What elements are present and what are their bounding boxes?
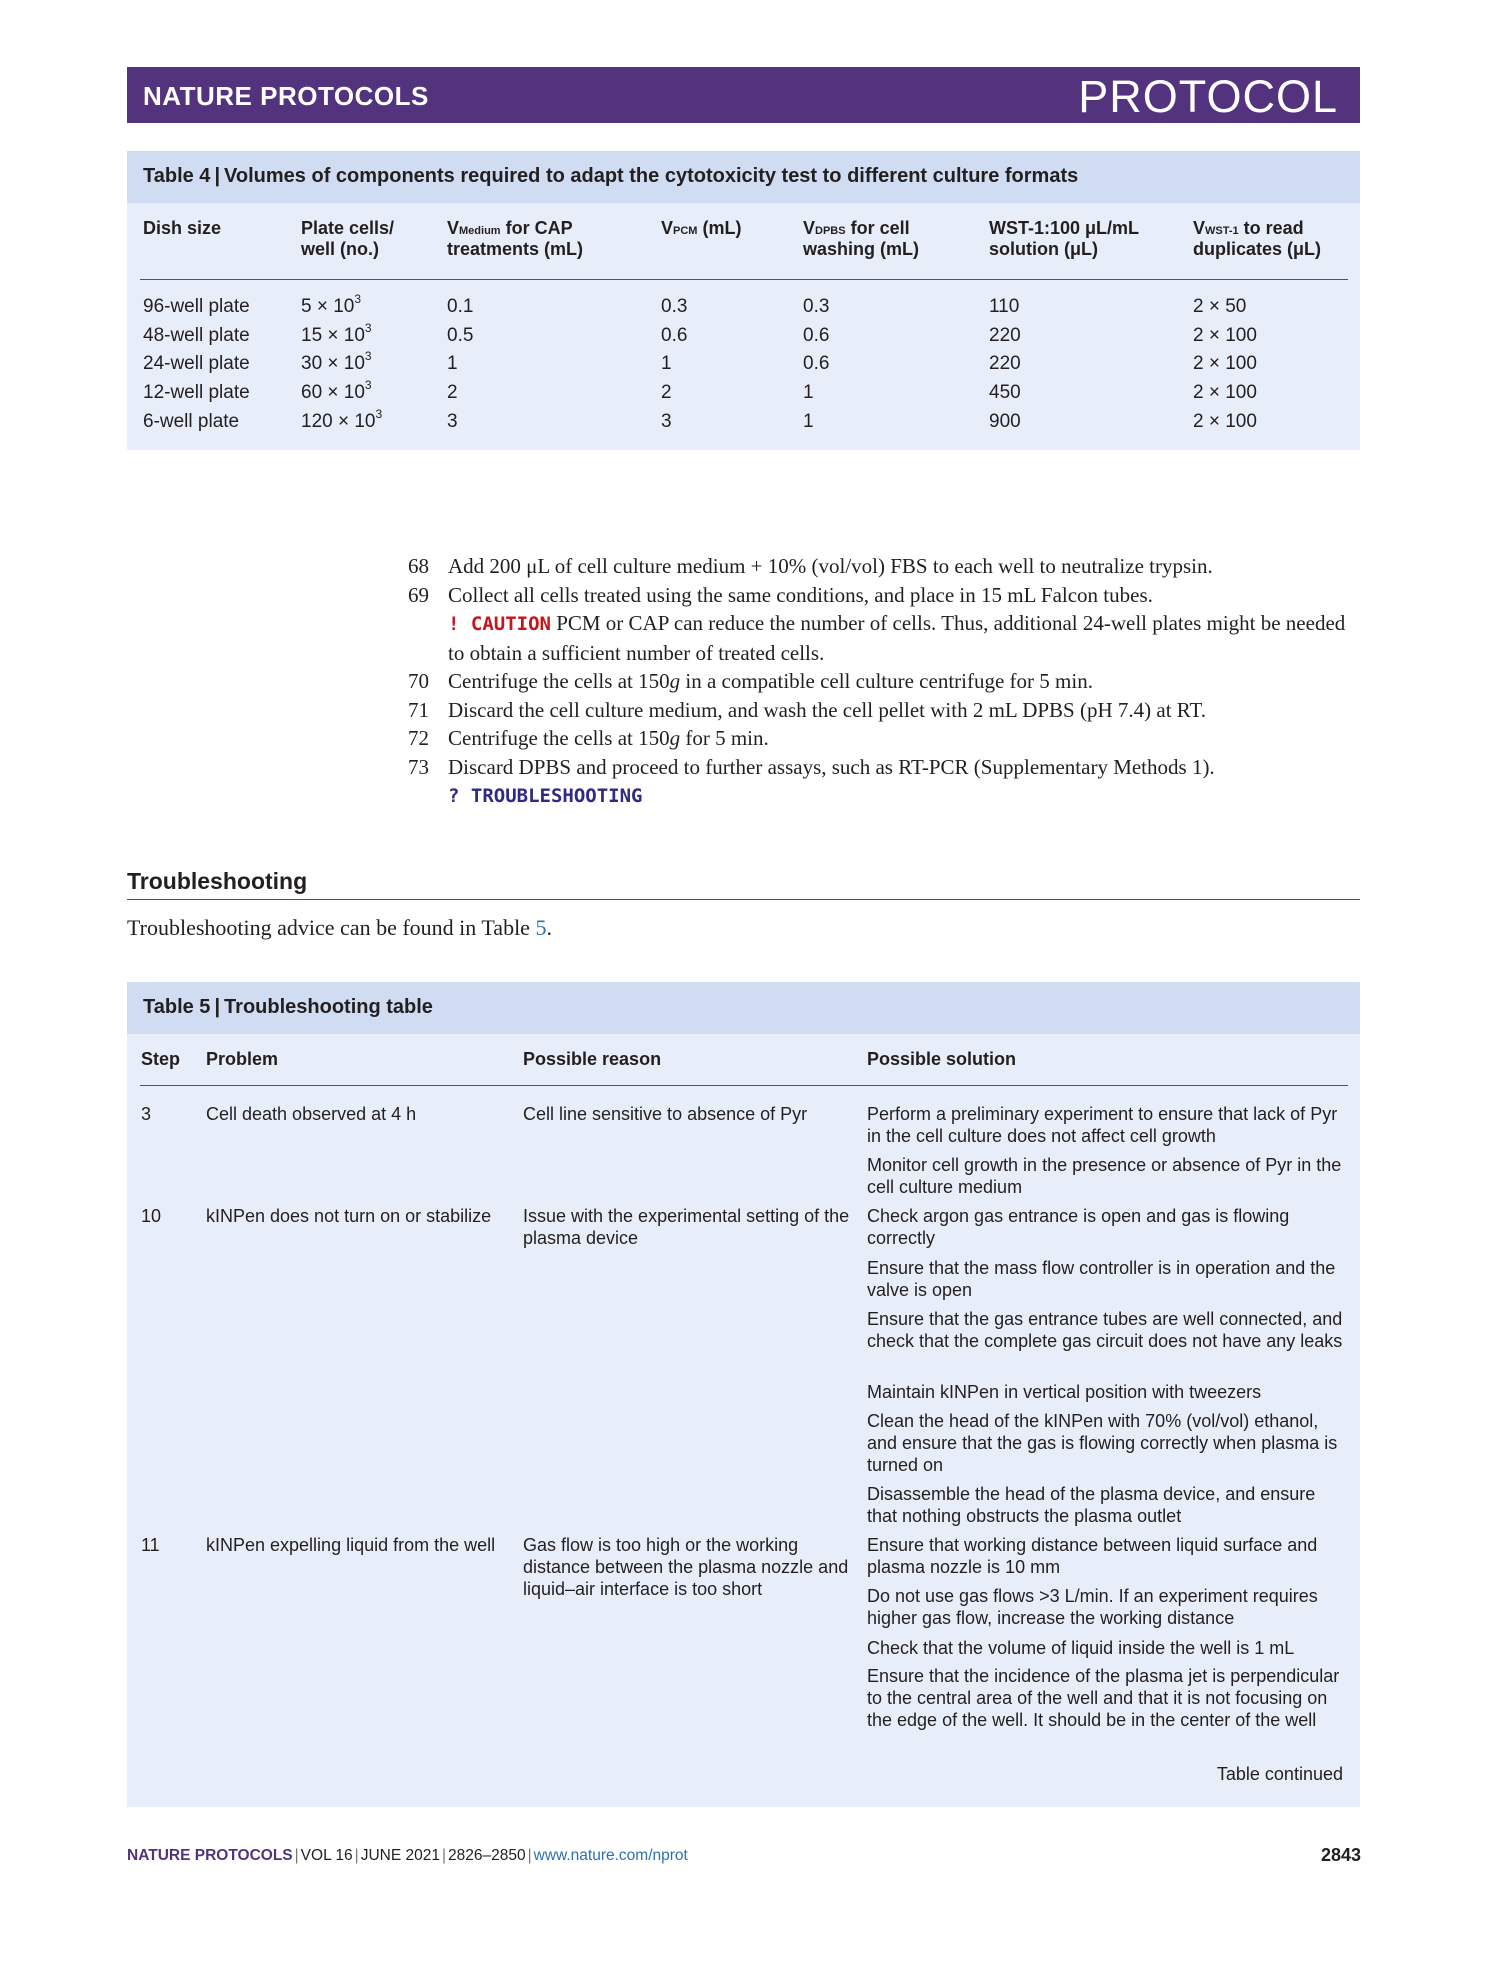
article-type: PROTOCOL — [1078, 71, 1338, 122]
t4-col-dish: Dish size — [143, 218, 222, 238]
t5-col-reason: Possible reason — [523, 1049, 662, 1069]
section-title: Troubleshooting — [127, 868, 308, 894]
step-69: 69 Collect all cells treated using the same conditions, and place in 15 mL Falcon tubes. ! CAUTION PCM or CAP can reduce the number of cells. Thus, additional 24-well plates might be needed to obtain a sufficient number of treated cells. — [408, 582, 1346, 665]
section-text: Troubleshooting advice can be found in Table 5. — [127, 915, 552, 940]
page-number: 2843 — [1320, 1845, 1361, 1865]
t4-col-vdpbs: $V_{DPBS}$ for cell washing (mL) — [803, 218, 919, 259]
table-continued: Table continued — [1216, 1764, 1343, 1784]
step-71: 71 Discard the cell culture medium, and wash the cell pellet with 2 mL DPBS (pH 7.4) at RT. — [408, 697, 1207, 722]
journal-name: NATURE PROTOCOLS — [143, 81, 429, 111]
table-5-link[interactable]: 5 — [535, 915, 547, 940]
t4-col-plate-cells: Plate cells/ well (no.) — [301, 218, 395, 259]
step-72: 72 Centrifuge the cells at 150g for 5 min. — [408, 726, 769, 750]
t5-col-problem: Problem — [206, 1049, 279, 1069]
table-4-title: Table 4 | Volumes of components required to adapt the cytotoxicity test to different culture formats — [127, 151, 1360, 203]
caution-label: ! CAUTION — [448, 613, 551, 635]
table-5-title: Table 5 | Troubleshooting table — [127, 982, 1360, 1034]
t4-col-vmedium: $V_{Medium}$ for CAP treatments (mL) — [447, 218, 584, 259]
step-68: 68 Add 200 μL of cell culture medium + 10% (vol/vol) FBS to each well to neutralize trypsin. — [408, 554, 1213, 578]
t4-header-rule — [140, 279, 1348, 280]
table-5-label: Table 5 — [143, 996, 211, 1018]
journal-url-link[interactable]: www.nature.com/nprot — [533, 1847, 688, 1864]
t5-header-rule — [140, 1085, 1348, 1086]
step-73: 73 Discard DPBS and proceed to further assays, such as RT-PCR (Supplementary Methods 1). ? TROUBLESHOOTING — [408, 754, 1215, 807]
table-4-label: Table 4 — [143, 165, 211, 187]
t5-col-step: Step — [141, 1049, 181, 1069]
protocol-steps — [403, 552, 1363, 811]
t4-col-wst: WST-1:100 μL/mL solution (μL) — [989, 218, 1140, 259]
step-70: 70 Centrifuge the cells at 150g in a compatible cell culture centrifuge for 5 min. — [408, 669, 1093, 693]
troubleshooting-link[interactable]: ? TROUBLESHOOTING — [448, 785, 643, 807]
table-5-caption: Troubleshooting table — [224, 996, 433, 1018]
journal-header — [127, 67, 1360, 123]
t4-col-vpcm: $V_{PCM}$ (mL) — [661, 218, 742, 238]
caution-text: PCM or CAP can reduce the number of cells. Thus, additional 24-well plates might be needed to obtain a sufficient number of treated cells. — [448, 611, 1346, 665]
t5-col-solution: Possible solution — [867, 1049, 1017, 1069]
footer-citation: NATURE PROTOCOLS | VOL 16 | JUNE 2021 | 2826–2850 | www.nature.com/nprot — [127, 1847, 688, 1864]
section-rule — [127, 899, 1360, 900]
table-4-caption: Volumes of components required to adapt the cytotoxicity test to different culture formats — [224, 165, 1079, 187]
t4-col-vwst: $V_{WST-1}$ to read duplicates (μL) — [1193, 218, 1322, 259]
